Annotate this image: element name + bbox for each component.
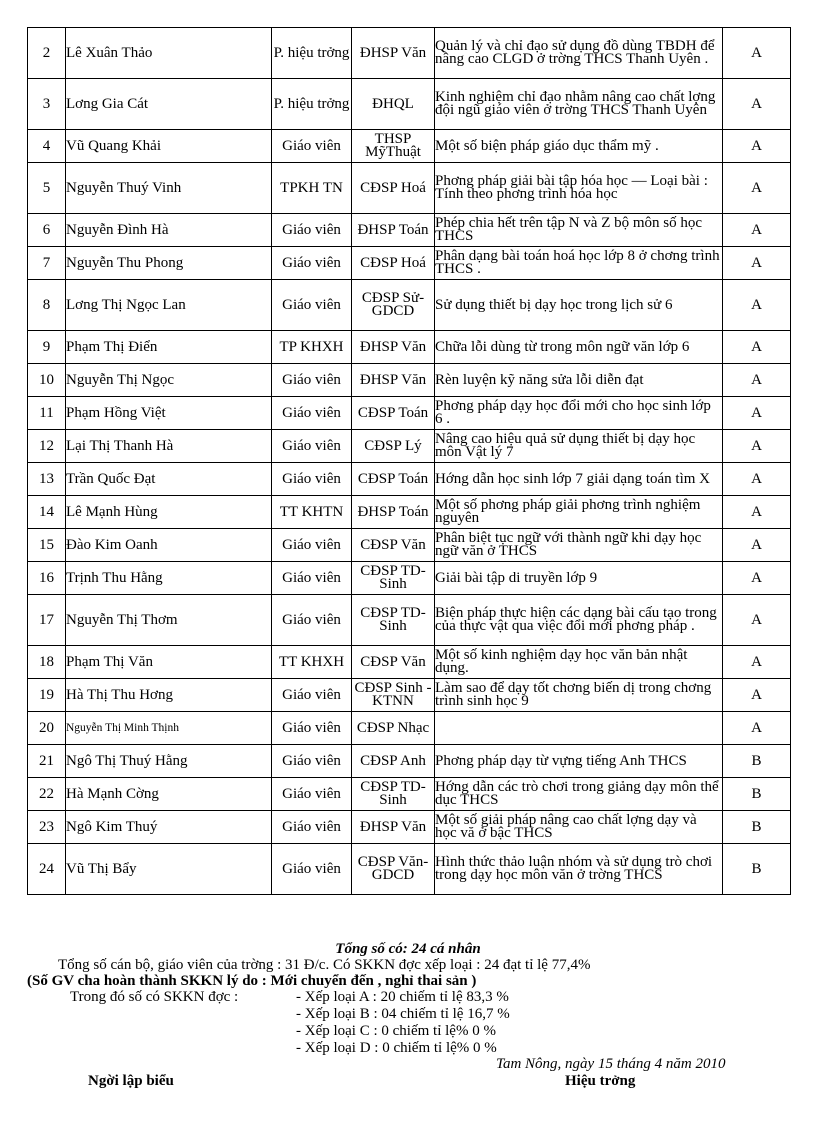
position: Giáo viên: [272, 679, 352, 712]
qualification: CĐSP Hoá: [352, 163, 435, 214]
row-number: 10: [28, 364, 66, 397]
grade: A: [723, 130, 791, 163]
initiative-topic: Phân biệt tục ngữ với thành ngữ khi dạy học ngữ văn ở THCS: [435, 529, 723, 562]
qualification: CĐSP TD-Sinh: [352, 595, 435, 646]
teacher-name: Hà Mạnh Cờng: [66, 778, 272, 811]
table-row: [28, 79, 791, 130]
qualification: CĐSP Sử-GDCD: [352, 280, 435, 331]
qualification: CĐSP Toán: [352, 463, 435, 496]
initiative-topic: Nâng cao hiệu quả sử dụng thiết bị dạy học môn Vật lý 7: [435, 430, 723, 463]
row-number: 6: [28, 214, 66, 247]
table-row: [28, 331, 791, 364]
grade: A: [723, 79, 791, 130]
row-number: 21: [28, 745, 66, 778]
initiative-topic: Biện pháp thực hiện các dạng bài cấu tạo trong của thực vật qua việc đổi mới phơng pháp .: [435, 595, 723, 646]
table-row: [28, 364, 791, 397]
row-number: 11: [28, 397, 66, 430]
teacher-name: Phạm Hồng Việt: [66, 397, 272, 430]
table-row: [28, 529, 791, 562]
initiative-topic: Rèn luyện kỹ năng sửa lỗi diễn đạt: [435, 364, 723, 397]
initiative-topic: Làm sao để dạy tốt chơng biến dị trong chơng trình sinh học 9: [435, 679, 723, 712]
position: Giáo viên: [272, 280, 352, 331]
table-row: [28, 28, 791, 79]
row-number: 12: [28, 430, 66, 463]
table-row: [28, 463, 791, 496]
row-number: 5: [28, 163, 66, 214]
row-number: 20: [28, 712, 66, 745]
position: Giáo viên: [272, 595, 352, 646]
row-number: 13: [28, 463, 66, 496]
row-number: 14: [28, 496, 66, 529]
row-number: 8: [28, 280, 66, 331]
teacher-name: Trịnh Thu Hằng: [66, 562, 272, 595]
table-row: [28, 397, 791, 430]
teacher-name: Nguyễn Thị Ngọc: [66, 364, 272, 397]
position: Giáo viên: [272, 463, 352, 496]
row-number: 23: [28, 811, 66, 844]
teacher-name: Phạm Thị Văn: [66, 646, 272, 679]
position: P. hiệu trởng: [272, 28, 352, 79]
qualification: CĐSP TD-Sinh: [352, 562, 435, 595]
table-row: [28, 811, 791, 844]
qualification: CĐSP TD-Sinh: [352, 778, 435, 811]
grade: A: [723, 163, 791, 214]
grade: A: [723, 28, 791, 79]
grade: B: [723, 811, 791, 844]
qualification: CĐSP Nhạc: [352, 712, 435, 745]
place-date: Tam Nông, ngày 15 tháng 4 năm 2010: [496, 1056, 726, 1072]
position: Giáo viên: [272, 214, 352, 247]
row-number: 4: [28, 130, 66, 163]
table-row: [28, 595, 791, 646]
position: Giáo viên: [272, 529, 352, 562]
teacher-name: Ngô Thị Thuý Hằng: [66, 745, 272, 778]
grade: A: [723, 214, 791, 247]
grade-b-line: - Xếp loại B : 04 chiếm tỉ lệ 16,7 %: [296, 1006, 510, 1022]
teacher-name: Nguyễn Thuý Vinh: [66, 163, 272, 214]
initiative-topic: Phân dạng bài toán hoá học lớp 8 ở chơng trình THCS .: [435, 247, 723, 280]
position: P. hiệu trởng: [272, 79, 352, 130]
qualification: ĐHSP Văn: [352, 811, 435, 844]
initiative-topic: Giải bài tập di truyền lớp 9: [435, 562, 723, 595]
initiative-topic: Một số biện pháp giáo dục thẩm mỹ .: [435, 130, 723, 163]
teacher-name: Lơng Thị Ngọc Lan: [66, 280, 272, 331]
grade: A: [723, 463, 791, 496]
row-number: 7: [28, 247, 66, 280]
grade: A: [723, 331, 791, 364]
grade: A: [723, 529, 791, 562]
position: Giáo viên: [272, 712, 352, 745]
initiative-topic: Một số kinh nghiệm dạy học văn bản nhật dụng.: [435, 646, 723, 679]
row-number: 24: [28, 844, 66, 895]
table-row: [28, 130, 791, 163]
position: Giáo viên: [272, 364, 352, 397]
grade: A: [723, 646, 791, 679]
qualification: CĐSP Sinh - KTNN: [352, 679, 435, 712]
qualification: ĐHSP Toán: [352, 496, 435, 529]
table-row: [28, 844, 791, 895]
table-row: [28, 214, 791, 247]
table-body: [28, 28, 791, 895]
table-row: [28, 562, 791, 595]
row-number: 22: [28, 778, 66, 811]
position: TT KHTN: [272, 496, 352, 529]
position: TPKH TN: [272, 163, 352, 214]
position: Giáo viên: [272, 130, 352, 163]
qualification: THSP MỹThuật: [352, 130, 435, 163]
table-row: [28, 778, 791, 811]
teacher-name: Vũ Thị Bẩy: [66, 844, 272, 895]
grade-d-line: - Xếp loại D : 0 chiếm tỉ lệ% 0 %: [296, 1040, 497, 1056]
grade: A: [723, 430, 791, 463]
teacher-name: Nguyễn Thị Minh Thịnh: [66, 712, 272, 745]
qualification: CĐSP Văn-GDCD: [352, 844, 435, 895]
teacher-name: Lại Thị Thanh Hà: [66, 430, 272, 463]
grade: A: [723, 496, 791, 529]
position: Giáo viên: [272, 562, 352, 595]
grade: A: [723, 397, 791, 430]
qualification: ĐHQL: [352, 79, 435, 130]
position: Giáo viên: [272, 811, 352, 844]
position: Giáo viên: [272, 397, 352, 430]
position: TT KHXH: [272, 646, 352, 679]
qualification: CĐSP Toán: [352, 397, 435, 430]
teacher-name: Vũ Quang Khải: [66, 130, 272, 163]
initiative-topic: Hớng dẫn các trò chơi trong giảng dạy môn thể dục THCS: [435, 778, 723, 811]
grade: A: [723, 712, 791, 745]
row-number: 3: [28, 79, 66, 130]
initiative-topic: Chữa lỗi dùng từ trong môn ngữ văn lớp 6: [435, 331, 723, 364]
initiative-topic: Kinh nghiệm chỉ đạo nhằm nâng cao chất lợng đội ngũ giáo viên ở trờng THCS Thanh Uyên: [435, 79, 723, 130]
position: TP KHXH: [272, 331, 352, 364]
qualification: CĐSP Văn: [352, 646, 435, 679]
table-row: [28, 745, 791, 778]
preparer-label: Ngời lập biểu: [88, 1073, 174, 1089]
initiative-topic: [435, 712, 723, 745]
table-row: [28, 646, 791, 679]
grade: B: [723, 844, 791, 895]
table-row: [28, 280, 791, 331]
grade: A: [723, 364, 791, 397]
note-line: (Số GV cha hoàn thành SKKN lý do : Mới chuyển đến , nghỉ thai sản ): [27, 973, 477, 989]
grade-c-line: - Xếp loại C : 0 chiếm tỉ lệ% 0 %: [296, 1023, 496, 1039]
qualification: CĐSP Hoá: [352, 247, 435, 280]
initiative-topic: Hình thức thảo luận nhóm và sử dụng trò chơi trong dạy học môn văn ở trờng THCS: [435, 844, 723, 895]
table-row: [28, 496, 791, 529]
row-number: 16: [28, 562, 66, 595]
initiative-topic: Sử dụng thiết bị dạy học trong lịch sử 6: [435, 280, 723, 331]
position: Giáo viên: [272, 778, 352, 811]
initiative-topic: Một số giải pháp nâng cao chất lợng dạy và học vă ở bậc THCS: [435, 811, 723, 844]
grade: B: [723, 745, 791, 778]
teacher-name: Lê Mạnh Hùng: [66, 496, 272, 529]
teacher-name: Đào Kim Oanh: [66, 529, 272, 562]
teacher-name: Nguyễn Thị Thơm: [66, 595, 272, 646]
qualification: ĐHSP Văn: [352, 28, 435, 79]
position: Giáo viên: [272, 247, 352, 280]
grade: B: [723, 778, 791, 811]
teacher-name: Phạm Thị Điển: [66, 331, 272, 364]
row-number: 2: [28, 28, 66, 79]
row-number: 9: [28, 331, 66, 364]
qualification: CĐSP Lý: [352, 430, 435, 463]
grade: A: [723, 562, 791, 595]
row-number: 17: [28, 595, 66, 646]
principal-label: Hiệu trởng: [565, 1073, 636, 1089]
qualification: ĐHSP Toán: [352, 214, 435, 247]
initiative-topic: Phơng pháp dạy học đổi mới cho học sinh lớp 6 .: [435, 397, 723, 430]
initiative-topic: Một số phơng pháp giải phơng trình nghiệm nguyên: [435, 496, 723, 529]
teacher-name: Lơng Gia Cát: [66, 79, 272, 130]
grade: A: [723, 280, 791, 331]
award-table: [27, 27, 791, 895]
table-row: [28, 712, 791, 745]
qualification: ĐHSP Văn: [352, 364, 435, 397]
initiative-topic: Hớng dẫn học sinh lớp 7 giải dạng toán tìm X: [435, 463, 723, 496]
qualification: CĐSP Văn: [352, 529, 435, 562]
breakdown-lead: Trong đó số có SKKN đợc :: [70, 989, 239, 1005]
position: Giáo viên: [272, 745, 352, 778]
table-row: [28, 163, 791, 214]
grade-a-line: - Xếp loại A : 20 chiếm tỉ lệ 83,3 %: [296, 989, 509, 1005]
teacher-name: Nguyễn Thu Phong: [66, 247, 272, 280]
staff-line-text: Tổng số cán bộ, giáo viên của trờng : 31 Đ/c. Có SKKN đợc xếp loại : 24 đạt tỉ lệ 77,4%: [58, 957, 591, 973]
grade: A: [723, 247, 791, 280]
table-row: [28, 679, 791, 712]
qualification: ĐHSP Văn: [352, 331, 435, 364]
teacher-name: Ngô Kim Thuý: [66, 811, 272, 844]
grade: A: [723, 595, 791, 646]
teacher-name: Hà Thị Thu Hơng: [66, 679, 272, 712]
teacher-name: Trần Quốc Đạt: [66, 463, 272, 496]
total-count: Tổng số có: 24 cá nhân: [335, 941, 481, 957]
initiative-topic: Phơng pháp giải bài tập hóa học — Loại bài : Tính theo phơng trình hóa học: [435, 163, 723, 214]
staff-line: [58, 958, 590, 973]
table-row: [28, 430, 791, 463]
qualification: CĐSP Anh: [352, 745, 435, 778]
position: Giáo viên: [272, 844, 352, 895]
grade: A: [723, 679, 791, 712]
teacher-name: Lê Xuân Thảo: [66, 28, 272, 79]
row-number: 15: [28, 529, 66, 562]
teacher-name: Nguyễn Đình Hà: [66, 214, 272, 247]
initiative-topic: Phơng pháp dạy từ vựng tiếng Anh THCS: [435, 745, 723, 778]
initiative-topic: Phép chia hết trên tập N và Z bộ môn số học THCS: [435, 214, 723, 247]
position: Giáo viên: [272, 430, 352, 463]
row-number: 19: [28, 679, 66, 712]
row-number: 18: [28, 646, 66, 679]
table-row: [28, 247, 791, 280]
initiative-topic: Quản lý và chỉ đạo sử dụng đồ dùng TBDH để nâng cao CLGD ở trờng THCS Thanh Uyên .: [435, 28, 723, 79]
